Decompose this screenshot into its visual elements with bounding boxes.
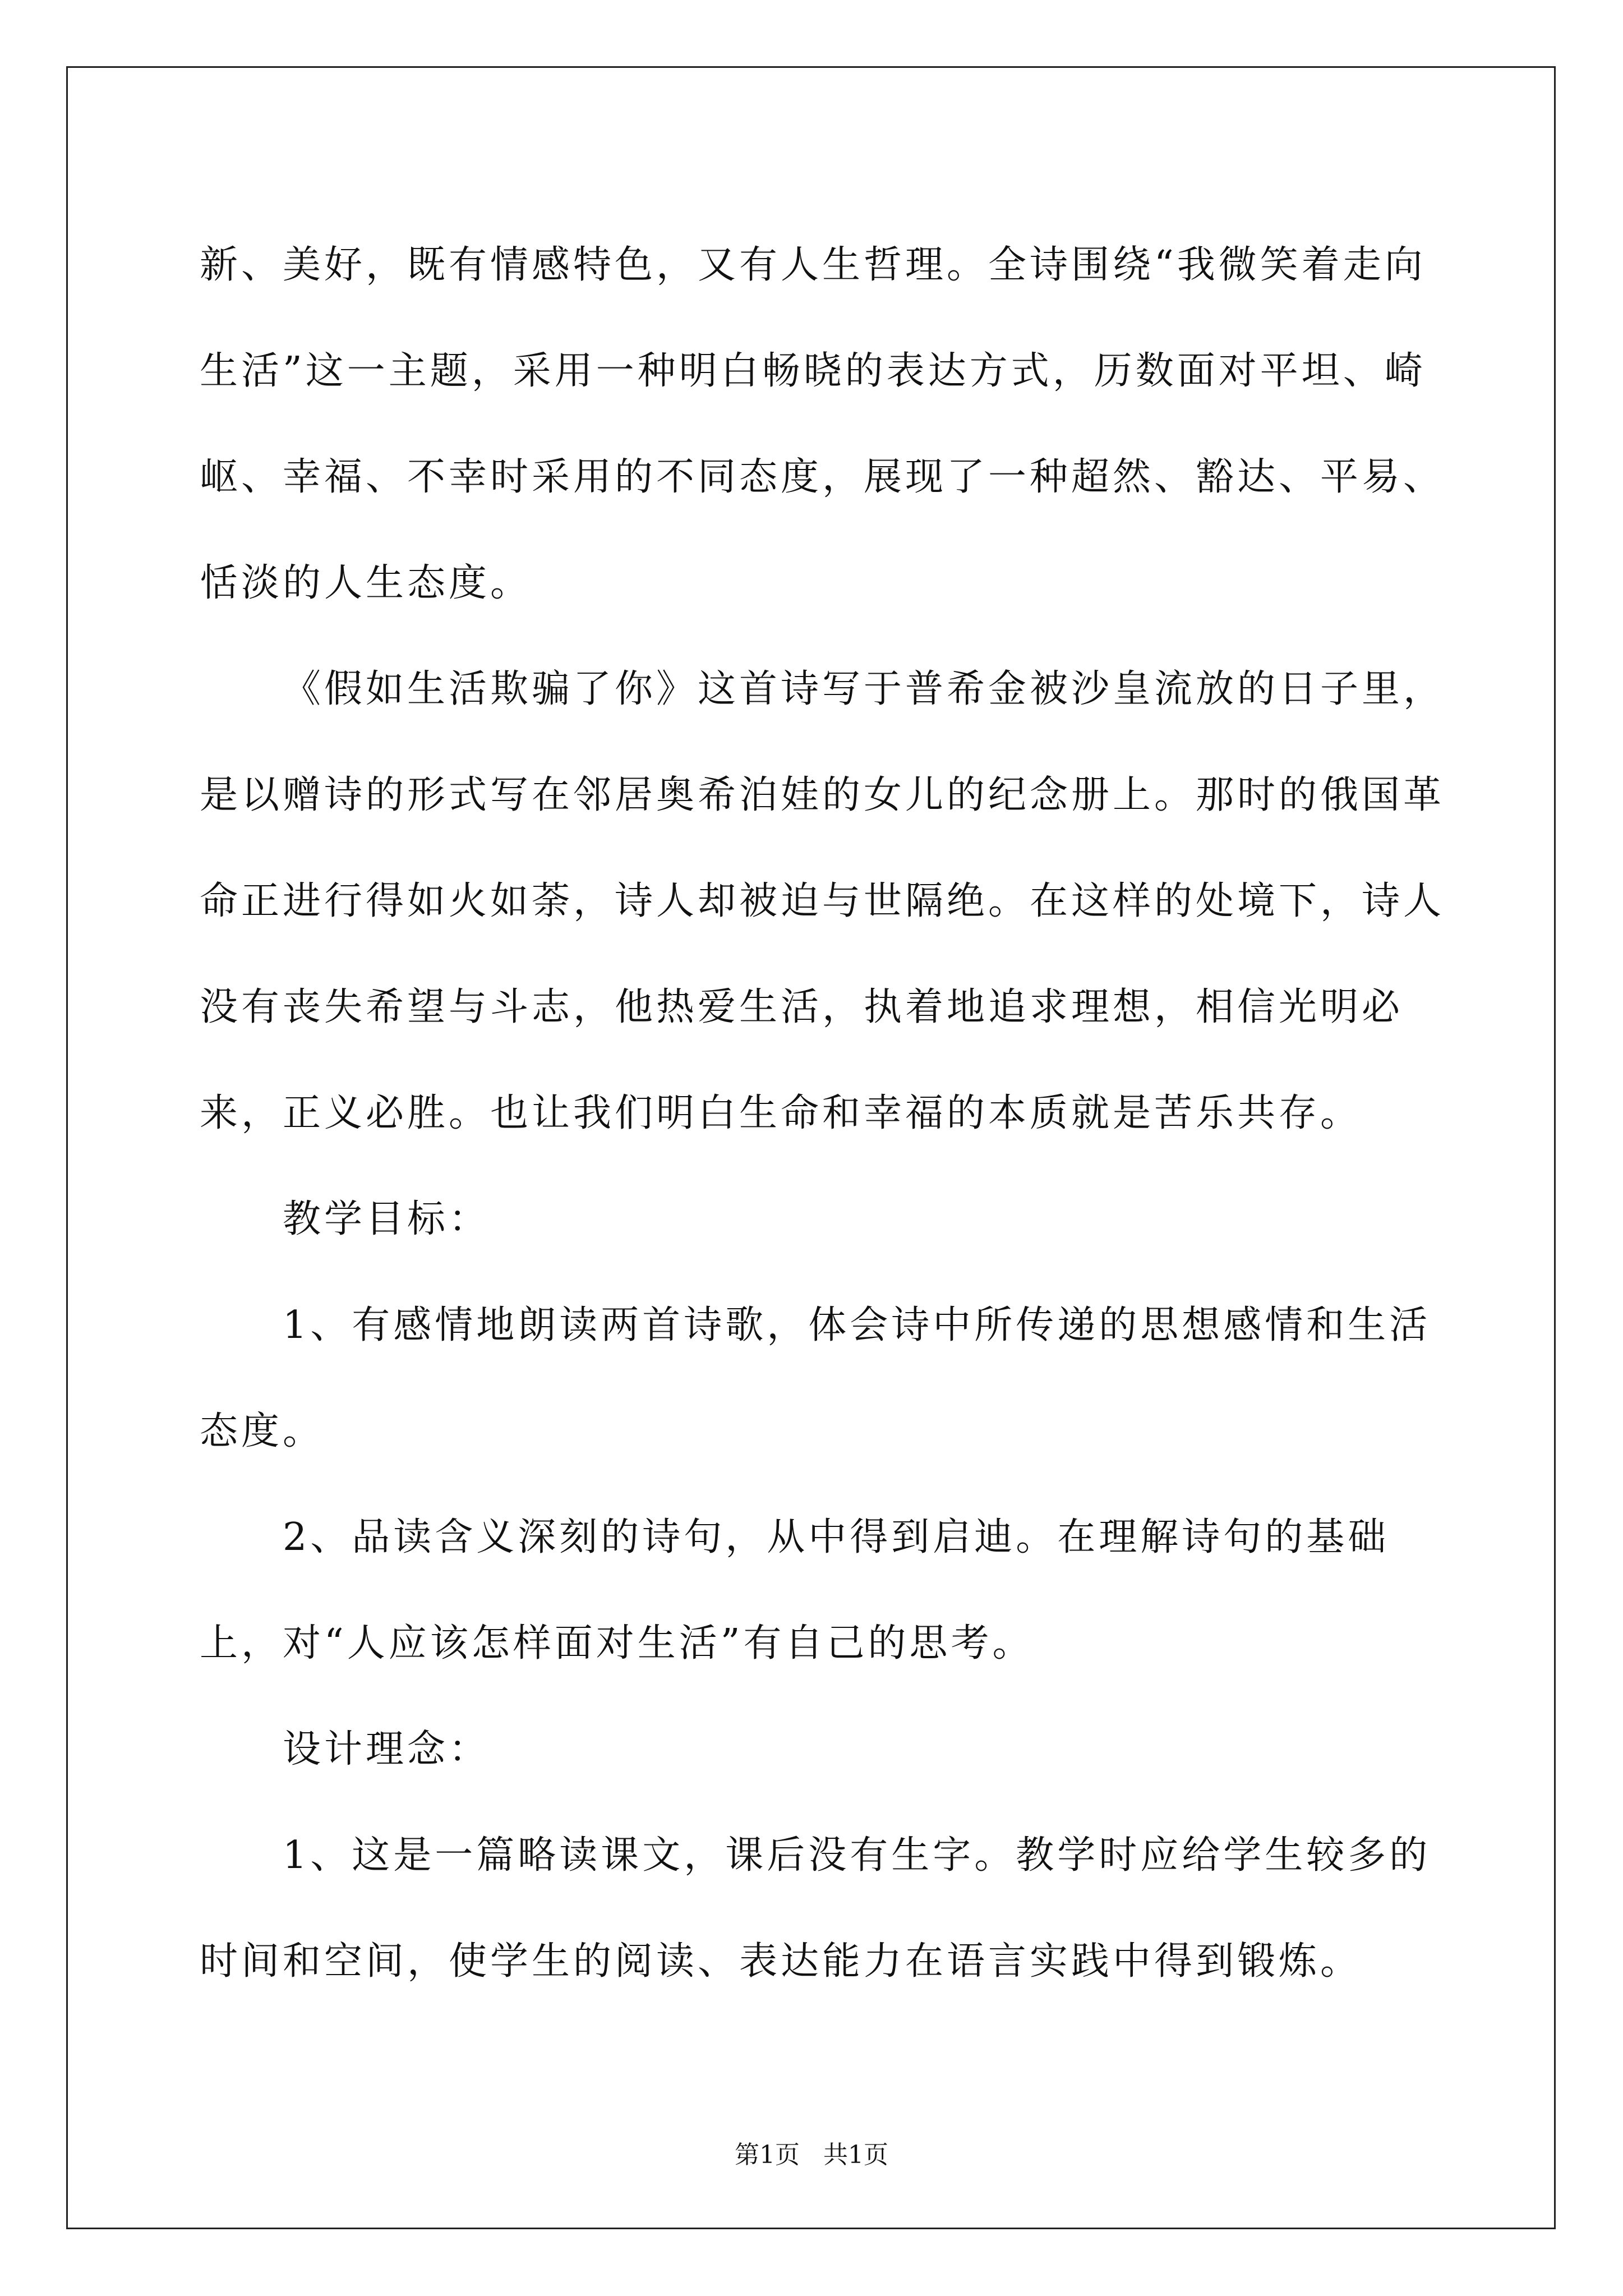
heading-design-concept: 设计理念：: [283, 1727, 491, 1772]
heading-teaching-goals: 教学目标：: [283, 1197, 491, 1241]
paragraph-2: 《假如生活欺骗了你》这首诗写于普希金被沙皇流放的日子里，是以赠诗的形式写在邻居奥希泊娃的女儿的纪念册上。那时的俄国革命正进行得如火如荼，诗人却被迫与世隔绝。在这样的处境下，诗人没有丧失希望与斗志，他热爱生活，执着地追求理想，相信光明必来，正义必胜。也让我们明白生命和幸福的本质就是苦乐共存。: [200, 667, 1445, 1135]
paragraph-goal-2: 2、品读含义深刻的诗句，从中得到启迪。在理解诗句的基础上，对“人应该怎样面对生活”有自己的思考。: [200, 1515, 1390, 1665]
page-footer: [0, 2138, 1623, 2172]
paragraph-1: 新、美好，既有情感特色，又有人生哲理。全诗围绕“我微笑着走向生活”这一主题，采用一种明白畅晓的表达方式，历数面对平坦、崎岖、幸福、不幸时采用的不同态度，展现了一种超然、豁达、平易、恬淡的人生态度。: [200, 243, 1445, 605]
paragraph-goal-1: 1、有感情地朗读两首诗歌，体会诗中所传递的思想感情和生活态度。: [200, 1303, 1431, 1453]
page-number: 第1页: [735, 2141, 800, 2169]
document-body: [200, 212, 1461, 2014]
paragraph-concept-1: 1、这是一篇略读课文，课后没有生字。教学时应给学生较多的时间和空间，使学生的阅读、表达能力在语言实践中得到锻炼。: [200, 1833, 1431, 1984]
page-total: 共1页: [823, 2141, 888, 2169]
